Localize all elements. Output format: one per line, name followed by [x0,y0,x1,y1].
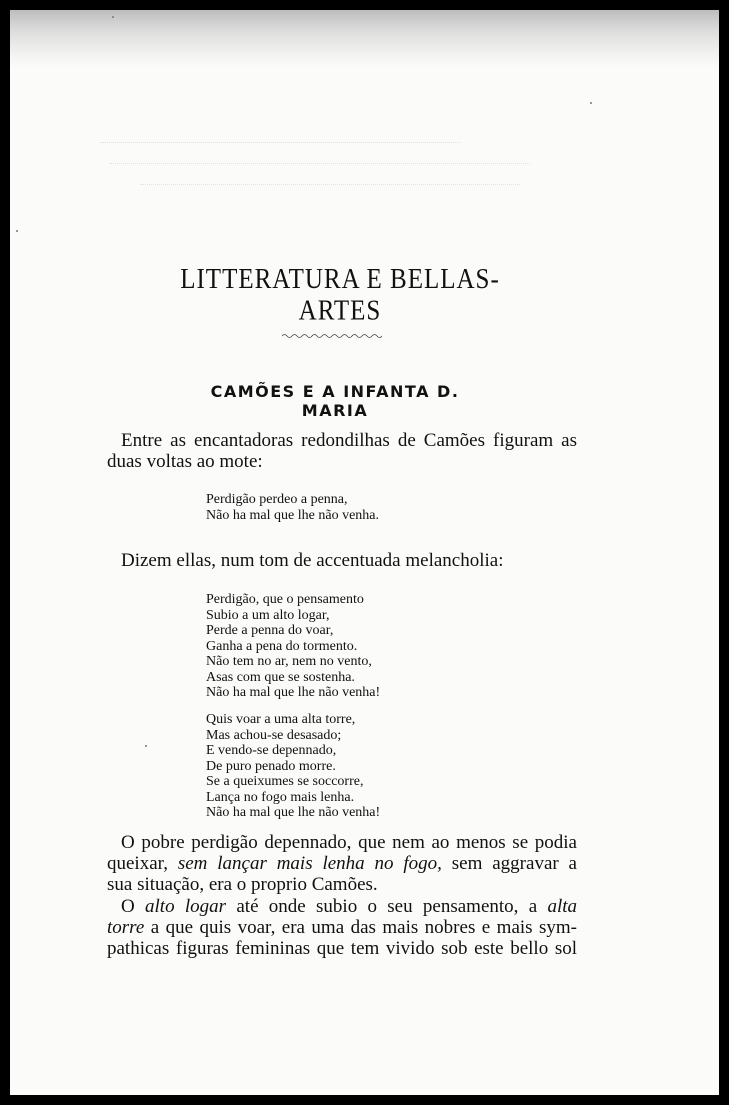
verse-line: Não ha mal que lhe não venha! [206,685,381,700]
verse-line: Não tem no ar, nem no vento, [206,654,372,669]
volta-2 [206,712,380,821]
dizem-paragraph [107,550,577,571]
paragraph-perdigao [107,832,577,895]
para2-line-2: torre a que quis voar, era uma das mais nobres e mais sym- [107,917,577,938]
verse-line: Lança no fogo mais lenha. [206,789,355,805]
scan-speck [16,230,18,232]
para2-line-1: O alto logar até onde subio o seu pensamento, a alta [121,896,577,917]
verse-line: Asas com que se sostenha. [206,669,355,685]
wave-ornament [282,332,382,340]
para1-line-3: sua situação, era o proprio Camões. [107,874,378,895]
verse-line: De puro penado morre. [206,758,336,774]
article-title: CAMÕES E A INFANTA D. MARIA [210,382,460,420]
page [10,10,719,1095]
verse-line: Ganha a pena do tormento. [206,638,358,654]
scan-speck [590,102,592,104]
scan-speck [112,16,114,18]
scan-speck [145,745,147,747]
paragraph-alto-logar [107,896,577,959]
verse-line: Mas achou-se desasado; [206,727,342,743]
verse-line: Perdigão, que o pensamento [206,592,364,607]
mote-verse [206,492,379,523]
section-title: LITTERATURA E BELLAS-ARTES [180,264,500,327]
verse-line: Perde a penna do voar, [206,623,334,638]
verse-line: Não ha mal que lhe não venha. [206,507,379,523]
intro-line-1: Entre as encantadoras redondilhas de Camões figuram as [121,430,577,451]
para1-line-2: queixar, sem lançar mais lenha no fogo, sem aggravar a [107,853,577,874]
para1-line-1: O pobre perdigão depennado, que nem ao menos se podia [121,832,577,853]
verse-line: Quis voar a uma alta torre, [206,712,356,727]
scan-shadow [10,10,719,68]
volta-1 [206,592,380,701]
para2-line-3: pathicas figuras femininas que tem vivido sob este bello sol [107,938,577,959]
intro-paragraph [107,430,577,472]
bleed-through [70,138,670,218]
verse-line: Perdigão perdeo a penna, [206,492,348,507]
dizem-line: Dizem ellas, num tom de accentuada melancholia: [121,550,504,571]
verse-line: Subio a um alto logar, [206,607,330,623]
verse-line: Se a queixumes se soccorre, [206,774,364,789]
intro-line-2: duas voltas ao mote: [107,451,263,472]
verse-line: E vendo-se depennado, [206,743,337,758]
verse-line: Não ha mal que lhe não venha! [206,805,381,820]
